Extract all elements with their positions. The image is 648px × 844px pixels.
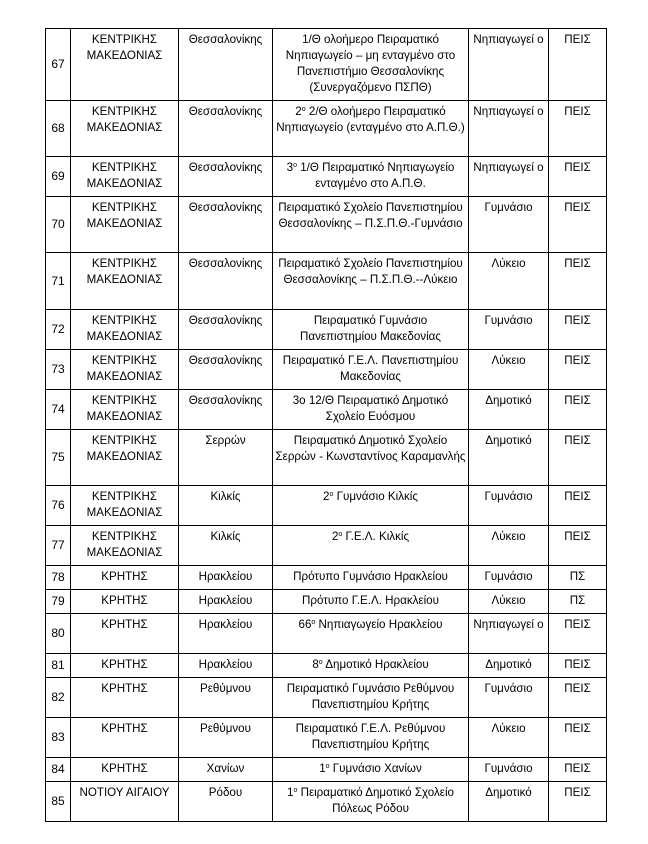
school-name: Πειραματικό Δημοτικό Σχολείο Πόλεως Ρόδου (297, 786, 454, 815)
school-type-cell: ΠΕΙΣ (549, 310, 607, 350)
area-cell: Ηρακλείου (179, 654, 273, 678)
school-ordinal: 8 (312, 658, 319, 671)
area-cell: Ηρακλείου (179, 614, 273, 654)
row-number: 78 (46, 566, 71, 590)
area-cell: Θεσσαλονίκης (179, 157, 273, 197)
area-cell: Θεσσαλονίκης (179, 29, 273, 101)
school-name: Πειραματικό Σχολείο Πανεπιστημίου Θεσσαλονίκης – Π.Σ.Π.Θ.--Λύκειο (278, 257, 463, 286)
school-level-cell: Λύκειο (469, 590, 549, 614)
table-row (46, 486, 607, 526)
school-type-cell: ΠΕΙΣ (549, 253, 607, 310)
school-level-cell: Γυμνάσιο (469, 197, 549, 253)
school-name-cell (273, 430, 469, 486)
school-name-cell (273, 590, 469, 614)
schools-table (45, 28, 607, 822)
school-name: Πειραματικό Δημοτικό Σχολείο Σερρών - Κωνσταντίνος Καραμανλής (275, 434, 466, 463)
area-cell: Θεσσαλονίκης (179, 197, 273, 253)
region-cell: ΚΕΝΤΡΙΚΗΣ ΜΑΚΕΔΟΝΙΑΣ (71, 390, 179, 430)
school-type-cell: ΠΕΙΣ (549, 782, 607, 822)
school-ordinal: 1 (286, 786, 294, 799)
school-name-cell (273, 253, 469, 310)
school-type-cell: ΠΕΙΣ (549, 486, 607, 526)
school-name: Γ.Ε.Λ. Κιλκίς (342, 530, 410, 543)
ordinal-suffix: ο (293, 787, 298, 794)
school-level-cell: Γυμνάσιο (469, 486, 549, 526)
school-type-cell: ΠΕΙΣ (549, 614, 607, 654)
ordinal-suffix: ο (329, 491, 334, 498)
school-name-cell (273, 758, 469, 782)
area-cell: Θεσσαλονίκης (179, 350, 273, 390)
school-name-cell (273, 390, 469, 430)
school-type-cell: ΠΕΙΣ (549, 678, 607, 718)
region-cell: ΚΕΝΤΡΙΚΗΣ ΜΑΚΕΔΟΝΙΑΣ (71, 29, 179, 101)
school-level-cell: Γυμνάσιο (469, 566, 549, 590)
school-level-cell: Λύκειο (469, 526, 549, 566)
row-number: 85 (46, 782, 71, 822)
row-number: 77 (46, 526, 71, 566)
area-cell: Θεσσαλονίκης (179, 101, 273, 157)
table-row (46, 566, 607, 590)
school-name-cell (273, 566, 469, 590)
school-name-cell (273, 486, 469, 526)
region-cell: ΚΡΗΤΗΣ (71, 590, 179, 614)
table-row (46, 654, 607, 678)
table-row (46, 350, 607, 390)
school-name: Πειραματικό Γ.Ε.Λ. Ρεθύμνου Πανεπιστημίου Κρήτης (295, 722, 446, 751)
school-name: Πειραματικό Σχολείο Πανεπιστημίου Θεσσαλονίκης – Π.Σ.Π.Θ.-Γυμνάσιο (278, 201, 463, 230)
school-level-cell: Δημοτικό (469, 390, 549, 430)
table-row (46, 310, 607, 350)
table-row (46, 390, 607, 430)
school-type-cell: ΠΕΙΣ (549, 654, 607, 678)
region-cell: ΚΕΝΤΡΙΚΗΣ ΜΑΚΕΔΟΝΙΑΣ (71, 526, 179, 566)
region-cell: ΚΡΗΤΗΣ (71, 678, 179, 718)
area-cell: Χανίων (179, 758, 273, 782)
school-level-cell: Λύκειο (469, 350, 549, 390)
area-cell: Θεσσαλονίκης (179, 310, 273, 350)
school-type-cell: ΠΕΙΣ (549, 101, 607, 157)
area-cell: Θεσσαλονίκης (179, 390, 273, 430)
row-number: 76 (46, 486, 71, 526)
school-type-cell: ΠΕΙΣ (549, 758, 607, 782)
table-row (46, 718, 607, 758)
row-number: 79 (46, 590, 71, 614)
school-level-cell: Γυμνάσιο (469, 678, 549, 718)
school-level-cell: Νηπιαγωγεί ο (469, 101, 549, 157)
school-name: Νηπιαγωγείο Ηρακλείου (315, 618, 443, 631)
row-number: 71 (46, 253, 71, 310)
school-name-cell (273, 101, 469, 157)
school-type-cell: ΠΕΙΣ (549, 350, 607, 390)
school-name: 2/Θ ολοήμερο Πειραματικό Νηπιαγωγείο (ενταγμένο στο Α.Π.Θ.) (276, 105, 465, 134)
area-cell: Κιλκίς (179, 526, 273, 566)
school-type-cell: ΠΕΙΣ (549, 718, 607, 758)
area-cell: Θεσσαλονίκης (179, 253, 273, 310)
school-name: 1/Θ ολοήμερο Πειραματικό Νηπιαγωγείο – μη ενταγμένο στο Πανεπιστήμιο Θεσσαλονίκης (Συνεργαζόμενο ΠΣΠΘ) (285, 33, 456, 94)
school-name-cell (273, 197, 469, 253)
school-name: Γυμνάσιο Κιλκίς (333, 490, 418, 503)
school-name-cell (273, 654, 469, 678)
school-ordinal: 1 (319, 762, 326, 775)
school-level-cell: Γυμνάσιο (469, 758, 549, 782)
region-cell: ΚΕΝΤΡΙΚΗΣ ΜΑΚΕΔΟΝΙΑΣ (71, 310, 179, 350)
school-name: Πειραματικό Γυμνάσιο Πανεπιστημίου Μακεδονίας (300, 314, 441, 343)
row-number: 83 (46, 718, 71, 758)
school-name: Πρότυπο Γ.Ε.Λ. Ηρακλείου (302, 594, 439, 607)
school-level-cell: Δημοτικό (469, 654, 549, 678)
row-number: 69 (46, 157, 71, 197)
ordinal-suffix: ο (318, 659, 323, 666)
ordinal-suffix: ο (311, 619, 316, 626)
school-type-cell: ΠΕΙΣ (549, 157, 607, 197)
region-cell: ΚΡΗΤΗΣ (71, 718, 179, 758)
school-ordinal: 66 (298, 618, 312, 631)
school-name-cell (273, 718, 469, 758)
school-level-cell: Δημοτικό (469, 782, 549, 822)
area-cell: Ρόδου (179, 782, 273, 822)
school-name-cell (273, 782, 469, 822)
region-cell: ΚΕΝΤΡΙΚΗΣ ΜΑΚΕΔΟΝΙΑΣ (71, 101, 179, 157)
school-ordinal: 3 (286, 161, 294, 174)
area-cell: Σερρών (179, 430, 273, 486)
region-cell: ΚΕΝΤΡΙΚΗΣ ΜΑΚΕΔΟΝΙΑΣ (71, 430, 179, 486)
row-number: 72 (46, 310, 71, 350)
row-number: 68 (46, 101, 71, 157)
area-cell: Ρεθύμνου (179, 718, 273, 758)
school-level-cell: Νηπιαγωγεί ο (469, 614, 549, 654)
table-row (46, 590, 607, 614)
school-type-cell: ΠΕΙΣ (549, 390, 607, 430)
ordinal-suffix: ο (338, 531, 343, 538)
table-row (46, 678, 607, 718)
school-level-cell: Δημοτικό (469, 430, 549, 486)
ordinal-suffix: ο (301, 106, 306, 113)
region-cell: ΚΡΗΤΗΣ (71, 566, 179, 590)
area-cell: Ηρακλείου (179, 590, 273, 614)
school-type-cell: ΠΕΙΣ (549, 526, 607, 566)
school-name-cell (273, 350, 469, 390)
school-name-cell (273, 310, 469, 350)
school-type-cell: ΠΕΙΣ (549, 430, 607, 486)
ordinal-suffix: ο (325, 763, 330, 770)
row-number: 84 (46, 758, 71, 782)
region-cell: ΚΡΗΤΗΣ (71, 758, 179, 782)
school-type-cell: ΠΣ (549, 566, 607, 590)
table-row (46, 197, 607, 253)
table-row (46, 157, 607, 197)
table-row (46, 614, 607, 654)
school-type-cell: ΠΕΙΣ (549, 29, 607, 101)
school-type-cell: ΠΕΙΣ (549, 197, 607, 253)
region-cell: ΚΡΗΤΗΣ (71, 654, 179, 678)
school-name-cell (273, 29, 469, 101)
school-name: Πειραματικό Γ.Ε.Λ. Πανεπιστημίου Μακεδονίας (282, 354, 459, 383)
region-cell: ΚΕΝΤΡΙΚΗΣ ΜΑΚΕΔΟΝΙΑΣ (71, 486, 179, 526)
region-cell: ΚΕΝΤΡΙΚΗΣ ΜΑΚΕΔΟΝΙΑΣ (71, 197, 179, 253)
school-name: 3ο 12/Θ Πειραματικό Δημοτικό Σχολείο Ευόσμου (292, 394, 449, 423)
schools-table-body (46, 29, 607, 822)
school-name: Πρότυπο Γυμνάσιο Ηρακλείου (293, 570, 448, 583)
region-cell: ΝΟΤΙΟΥ ΑΙΓΑΙΟΥ (71, 782, 179, 822)
region-cell: ΚΕΝΤΡΙΚΗΣ ΜΑΚΕΔΟΝΙΑΣ (71, 253, 179, 310)
row-number: 81 (46, 654, 71, 678)
region-cell: ΚΡΗΤΗΣ (71, 614, 179, 654)
region-cell: ΚΕΝΤΡΙΚΗΣ ΜΑΚΕΔΟΝΙΑΣ (71, 350, 179, 390)
school-level-cell: Λύκειο (469, 253, 549, 310)
table-row (46, 101, 607, 157)
table-row (46, 782, 607, 822)
school-name: 1/Θ Πειραματικό Νηπιαγωγείο ενταγμένο στο Α.Π.Θ. (297, 161, 455, 190)
school-name: Πειραματικό Γυμνάσιο Ρεθύμνου Πανεπιστημίου Κρήτης (286, 682, 455, 711)
school-type-cell: ΠΣ (549, 590, 607, 614)
row-number: 75 (46, 430, 71, 486)
table-row (46, 526, 607, 566)
row-number: 70 (46, 197, 71, 253)
table-row (46, 758, 607, 782)
area-cell: Ρεθύμνου (179, 678, 273, 718)
school-ordinal: 2 (295, 105, 302, 118)
school-name: Δημοτικό Ηρακλείου (322, 658, 429, 671)
school-name: Γυμνάσιο Χανίων (329, 762, 422, 775)
school-level-cell: Νηπιαγωγεί ο (469, 29, 549, 101)
row-number: 82 (46, 678, 71, 718)
school-level-cell: Λύκειο (469, 718, 549, 758)
row-number: 73 (46, 350, 71, 390)
school-name-cell (273, 614, 469, 654)
row-number: 67 (46, 29, 71, 101)
ordinal-suffix: ο (293, 162, 297, 169)
area-cell: Ηρακλείου (179, 566, 273, 590)
school-ordinal: 2 (331, 530, 339, 543)
school-ordinal: 2 (323, 490, 330, 503)
school-level-cell: Γυμνάσιο (469, 310, 549, 350)
region-cell: ΚΕΝΤΡΙΚΗΣ ΜΑΚΕΔΟΝΙΑΣ (71, 157, 179, 197)
school-name-cell (273, 678, 469, 718)
table-row (46, 253, 607, 310)
row-number: 80 (46, 614, 71, 654)
table-row (46, 29, 607, 101)
school-level-cell: Νηπιαγωγεί ο (469, 157, 549, 197)
area-cell: Κιλκίς (179, 486, 273, 526)
table-row (46, 430, 607, 486)
school-name-cell (273, 157, 469, 197)
school-name-cell (273, 526, 469, 566)
row-number: 74 (46, 390, 71, 430)
